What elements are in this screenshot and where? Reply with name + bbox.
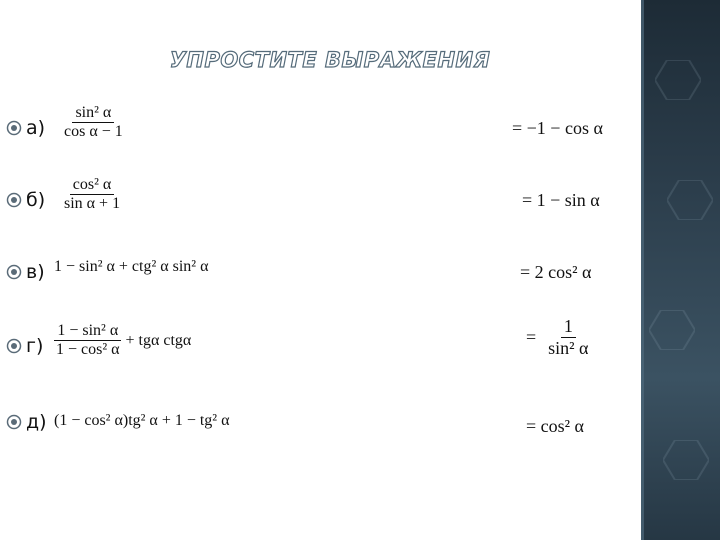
item-label: г)	[26, 335, 44, 357]
numerator: 1 − sin² α	[54, 322, 121, 341]
denominator: sin α + 1	[64, 195, 121, 213]
answer-denominator: sin² α	[548, 337, 589, 358]
hexagon-decoration-icon	[655, 60, 701, 100]
bullet-icon	[6, 192, 22, 208]
hexagon-decoration-icon	[667, 180, 713, 220]
numerator: cos² α	[70, 176, 115, 195]
denominator: cos α − 1	[64, 123, 123, 141]
answer-a: = −1 − cos α	[512, 118, 603, 138]
item-label: а)	[26, 117, 46, 139]
hexagon-decoration-icon	[663, 440, 709, 480]
list-item-g	[6, 326, 45, 366]
item-label: в)	[26, 261, 45, 283]
expression-tail: + tgα ctgα	[125, 331, 192, 349]
item-label: б)	[26, 189, 46, 211]
expression-b	[58, 176, 126, 214]
denominator: 1 − cos² α	[56, 341, 120, 359]
answer-b: = 1 − sin α	[522, 190, 600, 210]
bullet-icon	[6, 120, 22, 136]
answer-d: = cos² α	[526, 416, 584, 436]
answer-v: = 2 cos² α	[520, 262, 592, 282]
expression-v: 1 − sin² α + ctg² α sin² α	[54, 258, 209, 275]
answer-numerator: 1	[561, 316, 576, 338]
expression-d: (1 − cos² α)tg² α + 1 − tg² α	[54, 412, 230, 429]
bullet-icon	[6, 264, 22, 280]
expression-g	[50, 322, 191, 360]
bullet-icon	[6, 338, 22, 354]
expression-a	[58, 104, 129, 142]
numerator: sin² α	[72, 104, 114, 123]
hexagon-decoration-icon	[649, 310, 695, 350]
list-item-b	[6, 180, 47, 220]
answer-g: = $\frac{1}{\text{sin² α}}$	[526, 316, 595, 358]
list-item-v	[6, 252, 47, 292]
slide-title: УПРОСТИТЕ ВЫРАЖЕНИЯ	[169, 48, 491, 72]
decorative-sidebar	[641, 0, 720, 540]
item-label: д)	[26, 411, 47, 433]
list-item-d	[6, 402, 49, 442]
bullet-icon	[6, 414, 22, 430]
list-item-a	[6, 108, 47, 148]
